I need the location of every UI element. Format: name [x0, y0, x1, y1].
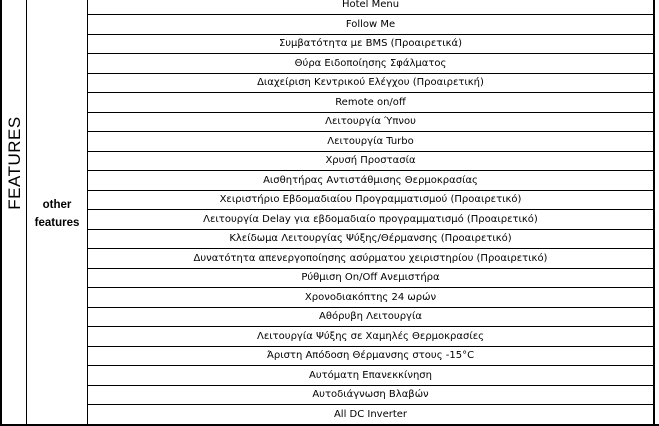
group-label [27, 196, 87, 232]
feature-row: Αισθητήρας Αντιστάθμισης Θερμοκρασίας [88, 171, 653, 191]
feature-row: Κλείδωμα Λειτουργίας Ψύξης/Θέρμανσης (Προαιρετικό) [88, 230, 653, 250]
feature-row: Αυτοδιάγνωση Βλαβών [88, 386, 653, 406]
feature-row: Λειτουργία Ύπνου [88, 113, 653, 133]
feature-row: Λειτουργία Ψύξης σε Χαμηλές Θερμοκρασίες [88, 327, 653, 347]
feature-row: Δυνατότητα απενεργοποίησης ασύρματου χειριστηρίου (Προαιρετικό) [88, 249, 653, 269]
feature-row: Διαχείριση Κεντρικού Ελέγχου (Προαιρετική) [88, 74, 653, 94]
feature-row: Χρονοδιακόπτης 24 ωρών [88, 288, 653, 308]
section-title: FEATURES [5, 116, 24, 210]
feature-row: Λειτουργία Delay για εβδομαδιαίο προγραμματισμό (Προαιρετικό) [88, 210, 653, 230]
feature-row: All DC Inverter [88, 405, 653, 425]
group-column [27, 0, 88, 426]
feature-row: Αυτόματη Επανεκκίνηση [88, 366, 653, 386]
feature-row: Follow Me [88, 15, 653, 35]
section-column [0, 0, 27, 426]
feature-row: Συμβατότητα με BMS (Προαιρετικά) [88, 35, 653, 55]
feature-row: Ρύθμιση On/Off Ανεμιστήρα [88, 269, 653, 289]
feature-row: Hotel Menu [88, 0, 653, 15]
feature-row: Χειριστήριο Εβδομαδιαίου Προγραμματισμού (Προαιρετικό) [88, 191, 653, 211]
feature-row: Θύρα Ειδοποίησης Σφάλματος [88, 54, 653, 74]
feature-row: Remote on/off [88, 93, 653, 113]
feature-row: Χρυσή Προστασία [88, 152, 653, 172]
group-label-line1: other [42, 199, 72, 211]
feature-list [88, 0, 655, 426]
feature-row: Λειτουργία Turbo [88, 132, 653, 152]
feature-row: Άριστη Απόδοση Θέρμανσης στους -15°C [88, 347, 653, 367]
group-label-line2: features [34, 217, 80, 229]
feature-row: Αθόρυβη Λειτουργία [88, 308, 653, 328]
